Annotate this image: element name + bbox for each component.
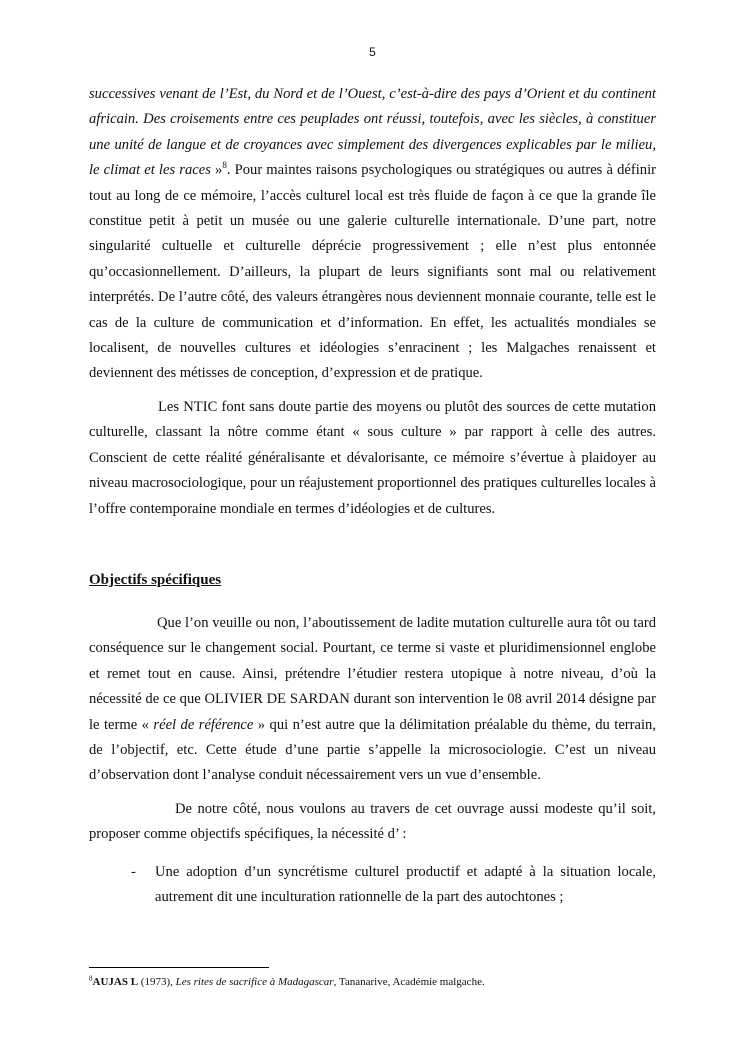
list-marker: - — [131, 863, 136, 880]
paragraph-continuation — [89, 82, 656, 387]
quoted-text: successives venant de l’Est, du Nord et de l’Ouest, c’est-à-dire des pays d’Orient et du continent africain. Des croisements entre ces peuplades ont réussi, toutefois, avec les siècles, à constituer une unité de langue et de croyances avec simplement des divergences explicables par le milieu, le climat et les races — [89, 86, 656, 179]
footnote-reference[interactable]: 8 — [222, 160, 227, 171]
footnote-year: (1973), — [138, 976, 176, 988]
footnote-number: 8 — [89, 974, 93, 983]
paragraph-ntic: Les NTIC font sans doute partie des moyens ou plutôt des sources de cette mutation culturelle, classant la nôtre comme étant « sous culture » par rapport à celle des autres. Conscient de cette réalité généralisante et dévalorisante, ce mémoire s’évertue à plaidoyer au niveau macrosociologique, pour un réajustement proportionnel des pratiques culturelles locales à l’offre contemporaine mondiale en termes d’idéologies et de cultures. — [89, 398, 656, 517]
paragraph-objectives-intro: De notre côté, nous voulons au travers de cet ouvrage aussi modeste qu’il soit, proposer comme objectifs spécifiques, la nécessité d’ : — [89, 800, 656, 843]
italic-term: réel de référence — [153, 716, 254, 733]
paragraph-text: . Pour maintes raisons psychologiques ou stratégiques ou autres à définir tout au long de ce mémoire, l’accès culturel local est très fluide de façon à ce que la grande île constitue petit à petit un musée ou une galerie culturelle internationale. D’une part, notre singularité cultuelle et culturelle déprécie progressivement ; elle n’est plus entonnée qu’occasionnellement. D’ailleurs, la plupart de leurs signifiants sont mal ou relativement interprétés. De l’autre côté, des valeurs étrangères nous deviennent monnaie courante, telle est le cas de la culture de communication et d’information. En effet, les actualités mondiales se localisent, de nouvelles cultures et idéologies s’enracinent ; les Malgaches renaissent et deviennent des métisses de conception, d’expression et de pratique. — [89, 162, 656, 382]
paragraph-text-before: Que l’on veuille ou non, l’aboutissement de ladite mutation culturelle aura tôt ou tard conséquence sur le changement social. Pourtant, ce terme si vaste et pluridimensionnel englobe et remet tout en cause. Ainsi, prétendre l’étudier restera utopique à notre niveau, d’où la nécessité de ce que OLIVIER DE SARDAN durant son intervention le 08 avril 2014 désigne par le terme « — [89, 614, 656, 733]
page-number: 5 — [369, 45, 376, 59]
footnote-separator — [89, 967, 269, 968]
list-item-text: Une adoption d’un syncrétisme culturel productif et adapté à la situation locale, autrement dit une inculturation rationnelle de la part des autochtones ; — [155, 863, 656, 905]
paragraph-mutation — [89, 611, 656, 789]
body-text — [89, 82, 656, 910]
quote-close: » — [210, 162, 223, 179]
footnote-title: Les rites de sacrifice à Madagascar — [175, 976, 334, 988]
footnote-author: AUJAS L — [92, 976, 139, 988]
footnote — [89, 974, 485, 990]
section-heading: Objectifs spécifiques — [89, 571, 222, 588]
footnote-rest: , Tananarive, Académie malgache. — [333, 976, 485, 988]
list-item — [89, 860, 656, 911]
paragraph-text-after: » qui n’est autre que la délimitation préalable du thème, du terrain, de l’objectif, etc. Cette étude d’une partie s’appelle la microsociologie. C’est un niveau d’observation dont l’analyse conduit nécessairement vers un vue d’ensemble. — [89, 716, 656, 784]
